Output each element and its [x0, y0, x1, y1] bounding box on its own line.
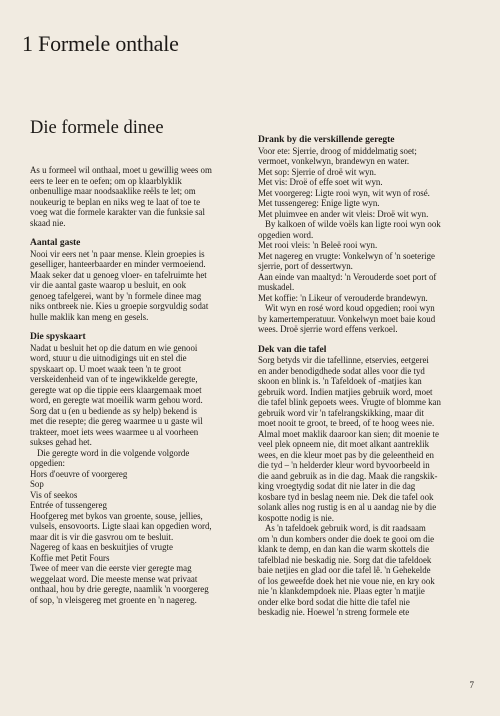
- text-line: maar dit is vir die gasvrou om te besluit.: [30, 531, 174, 542]
- text-line: muskadel.: [258, 282, 295, 292]
- course-item: Hoofgereg met bykos van groente, souse, jellies,: [30, 510, 203, 521]
- text-line: Sorg dat u (en u bediende as sy help) bekend is: [30, 405, 197, 416]
- tafeldoek-paragraph: [258, 523, 474, 618]
- text-line: king vroegtydig sodat dit nie later in die dag: [258, 481, 416, 491]
- text-line: opgedien:: [30, 458, 65, 468]
- text-line: onbenullige maar noodsaaklike reëls te let; om: [30, 186, 196, 196]
- drink-item: Met sop: Sjerrie of droë wit wyn.: [258, 166, 377, 177]
- text-line: vir die aantal gaste waarop u besluit, en ook: [30, 280, 187, 290]
- drink-item: Met rooi vleis: 'n Beleë rooi wyn.: [258, 240, 378, 250]
- drink-item: Met tussengereg: Enige ligte wyn.: [258, 198, 380, 208]
- dek-tafel-heading: Dek van die tafel: [258, 344, 327, 355]
- text-line: en ander benodigdhede sodat alles voor die tyd: [258, 365, 425, 376]
- drink-item: Met pluimvee en ander wit vleis: Droë wit wyn.: [258, 208, 429, 219]
- drink-item: Voor ete: Sjerrie, droog of middelmatig soet;: [258, 145, 417, 156]
- text-line: Twee of meer van die eerste vier geregte mag: [30, 563, 192, 573]
- volgorde-paragraph: [30, 448, 245, 606]
- drink-item: Met vis: Droë of effe soet wit wyn.: [258, 177, 383, 187]
- aantal-gaste-heading: Aantal gaste: [30, 238, 81, 248]
- text-line: Wit wyn en rosé word koud opgedien; rooi wyn: [265, 303, 435, 313]
- text-line: geselliger, hanteerbaarder en minder vermoeiend.: [30, 259, 206, 269]
- text-line: As u formeel wil onthaal, moet u gewillig wees om: [30, 165, 212, 175]
- text-line: verskeidenheid van of te ingewikkelde geregte,: [30, 374, 198, 384]
- text-line: vulsels, ensovoorts. Ligte slaai kan opgedien word,: [30, 521, 212, 531]
- text-line: Nadat u besluit het op die datum en wie genooi: [30, 342, 198, 353]
- left-column: [30, 165, 245, 605]
- spyskaart-paragraph: [30, 343, 245, 448]
- text-line: gebruik word vir 'n tafelrangskikking, maar dit: [258, 407, 424, 418]
- text-line: by kamertemperatuur. Vonkelwyn moet baie koud: [258, 313, 436, 324]
- course-item: Hors d'oeuvre of voorgereg: [30, 468, 128, 479]
- text-line: skoon en blink is. 'n Tafeldoek of -matjies kan: [258, 376, 422, 386]
- drank-heading: Drank by die verskillende geregte: [258, 135, 395, 145]
- text-line: kospotte nodig is nie.: [258, 512, 334, 523]
- aantal-gaste-paragraph: [30, 249, 245, 323]
- text-line: die tyd – 'n helderder kleur word byvoorbeeld in: [258, 460, 430, 470]
- text-line: hulle maklik kan meng en gesels.: [30, 311, 149, 322]
- text-line: opgedien word.: [258, 229, 314, 240]
- intro-paragraph: [30, 165, 245, 228]
- text-line: die tafel blink gepoets wees. Vrugte of blomme kan: [258, 397, 441, 407]
- text-line: tafelblad nie beskadig nie. Sorg dat die tafeldoek: [258, 554, 432, 565]
- text-line: By kalkoen of wilde voëls kan ligte rooi wyn ook: [265, 219, 441, 229]
- chapter-title: 1 Formele onthale: [22, 31, 179, 56]
- drank-list: [258, 146, 474, 335]
- text-line: trakteer, moet iets wees waarmee u al voorheen: [30, 426, 199, 437]
- text-line: moet nooit te groot, te breed, of te hoog wees nie.: [258, 418, 435, 428]
- text-line: kosbare tyd in beslag neem nie. Dek die tafel ook: [258, 491, 434, 502]
- text-line: niks ontbreek nie. Kies u groepie sorgvuldig sodat: [30, 301, 209, 311]
- text-line: voeg wat die formele karakter van die funksie sal: [30, 207, 205, 217]
- text-line: vermoet, vonkelwyn, brandewyn en water.: [258, 156, 410, 166]
- drink-item: Met nagereg en vrugte: Vonkelwyn of 'n soeterige: [258, 250, 435, 261]
- course-item: Nagereg of kaas en beskuitjies of vrugte: [30, 542, 173, 552]
- text-line: Almal moet maklik daaroor kan sien; dit moenie te: [258, 428, 439, 439]
- text-line: baie netjies en glad oor die tafel lê. 'n Gehekelde: [258, 565, 431, 575]
- text-line: genoeg tafelgerei, want by 'n formele dinee mag: [30, 290, 202, 301]
- text-line: of sop, 'n vleisgereg met groente en 'n nagereg.: [30, 594, 197, 605]
- drink-item: Aan einde van maaltyd: 'n Verouderde soet port of: [258, 271, 437, 282]
- text-line: word, stuur u die uitnodigings uit en stel die: [30, 353, 187, 363]
- text-line: veel plek opneem nie, dit moet alkant aantreklik: [258, 439, 430, 449]
- text-line: Die geregte word in die volgende volgorde: [37, 447, 190, 458]
- drink-item: Met koffie: 'n Likeur of verouderde brandewyn.: [258, 292, 428, 303]
- text-line: wees. Droë sjerrie word effens verkoel.: [258, 324, 398, 334]
- section-title: Die formele dinee: [30, 118, 164, 138]
- text-line: geregte wat op die tippie eers klaargemaak moet: [30, 384, 202, 395]
- text-line: solank alles nog rustig is en al u aandag nie by die: [258, 502, 437, 512]
- text-line: weggelaat word. Die meeste mense wat privaat: [30, 573, 198, 584]
- page-number: 7: [469, 680, 474, 690]
- text-line: eers te leer en te oefen; om op klaarblyklik: [30, 175, 182, 186]
- text-line: onthaal, hou by drie geregte, naamlik 'n voorgereg: [30, 584, 209, 594]
- course-item: Vis of seekos: [30, 489, 78, 500]
- text-line: beskadig nie. Hoewel 'n streng formele ete: [258, 607, 410, 617]
- text-line: gebruik word. Indien matjies gebruik word, moet: [258, 386, 433, 397]
- text-line: Maak seker dat u genoeg vloer- en tafelruimte het: [30, 269, 207, 280]
- text-line: die aand gebruik as in die dag. Maak die rangskik-: [258, 470, 438, 481]
- text-line: As 'n tafeldoek gebruik word, is dit raadsaam: [265, 523, 426, 533]
- drink-item: Met voorgereg: Ligte rooi wyn, wit wyn of rosé.: [258, 187, 430, 198]
- text-line: noukeurig te beplan en niks weg te laat of toe te: [30, 196, 201, 207]
- text-line: om 'n dun kombers onder die doek te gooi om die: [258, 533, 435, 544]
- text-line: wees, en die kleur moet pas by die geleentheid en: [258, 449, 434, 460]
- text-line: of los geweefde doek het nie voue nie, en kry ook: [258, 575, 435, 586]
- course-item: Entrée of tussengereg: [30, 500, 107, 510]
- text-line: sjerrie, port of dessertwyn.: [258, 261, 353, 271]
- text-line: klank te demp, en dan kan die warm skottels die: [258, 544, 430, 554]
- text-line: Nooi vir eers net 'n paar mense. Klein groepies is: [30, 248, 205, 259]
- text-line: met die resepte; die gereg waarmee u u gaste wil: [30, 416, 203, 426]
- text-line: word, en geregte wat moeilik warm gehou word.: [30, 395, 203, 405]
- text-line: sukses gehad het.: [30, 437, 92, 447]
- course-item: Sop: [30, 479, 44, 489]
- right-column: [258, 135, 474, 618]
- spyskaart-heading: Die spyskaart: [30, 332, 86, 342]
- text-line: nie 'n klankdempdoek nie. Plaas egter 'n matjie: [258, 586, 425, 596]
- text-line: Sorg betyds vir die tafellinne, etservies, eetgerei: [258, 355, 429, 365]
- text-line: skaad nie.: [30, 217, 66, 228]
- dek-tafel-paragraph: [258, 355, 474, 523]
- text-line: spyskaart op. U moet waak teen 'n te groot: [30, 363, 182, 374]
- course-item: Koffie met Petit Fours: [30, 552, 110, 563]
- text-line: onder elke bord sodat die hitte die tafel nie: [258, 596, 410, 607]
